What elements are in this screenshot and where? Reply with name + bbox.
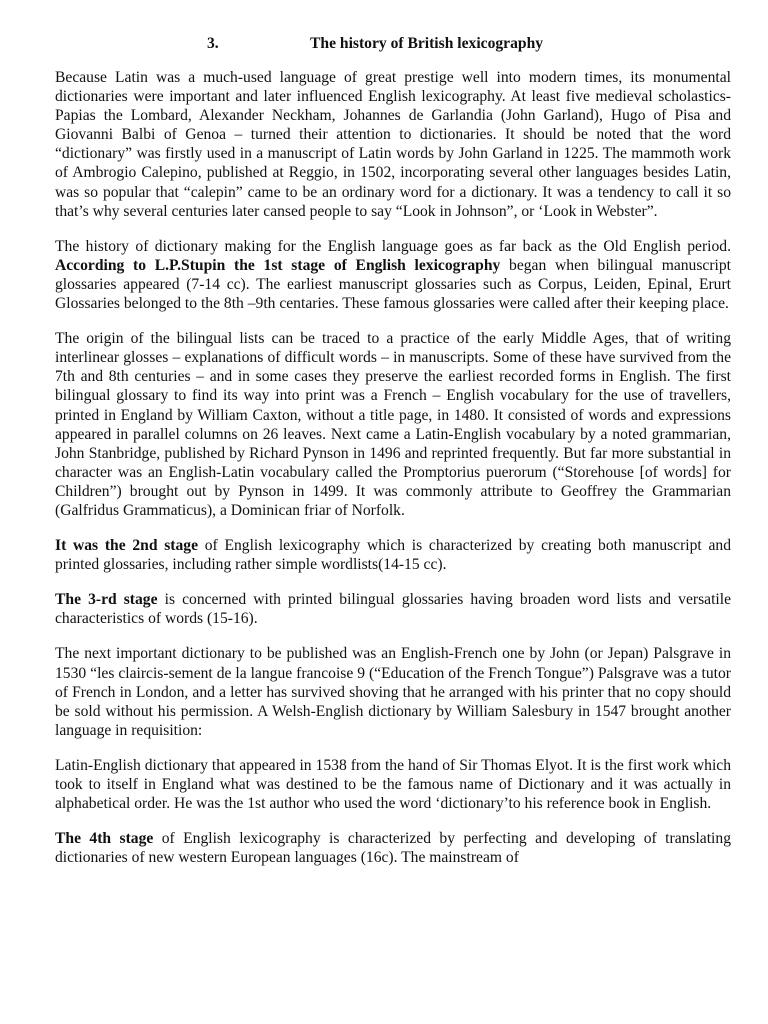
paragraph-text: of English lexicography is characterized by perfecting and developing of translating dictionaries of new western European languages (16c). The mainstream of (55, 830, 731, 867)
paragraph-fourth-stage (55, 829, 731, 867)
section-heading (55, 34, 731, 56)
bold-first-stage: According to L.P.Stupin the 1st stage of English lexicography (55, 256, 501, 274)
paragraph-old-english-period (55, 237, 731, 313)
paragraph-bilingual-lists: The origin of the bilingual lists can be traced to a practice of the early Middle Ages, that of writing interlinear glosses – explanations of difficult words – in manuscripts. Some of these have survived from the 7th and 8th centuries – and in some cases they preserve the earliest recorded forms in English. The first bilingual glossary to find its way into print was a French – English vocabulary for the use of travellers, printed in England by William Caxton, without a title page, in 1480. It consisted of words and expressions appeared in parallel columns on 26 leaves. Next came a Latin-English vocabulary by a noted grammarian, John Stanbridge, published by Richard Pynson in 1496 and reprinted frequently. But far more substantial in character was an English-Latin vocabulary called the Promptorius puerorum (“Storehouse [of words] for Children”) brought out by Pynson in 1499. It was commonly attribute to Geoffrey the Grammarian (Galfridus Grammaticus), a Dominican friar of Norfolk. (55, 330, 731, 519)
section-number: 3. (207, 35, 219, 52)
paragraph-text: of English lexicography which is characterized by creating both manuscript and printed glossaries, including rather simple wordlists(14-15 cc). (55, 537, 731, 574)
paragraph-elyot: Latin-English dictionary that appeared in 1538 from the hand of Sir Thomas Elyot. It is the first work which took to itself in England what was destined to be the famous name of Dictionary and it was actually in alphabetical order. He was the 1st author who used the word ‘dictionary’to his reference book in English. (55, 756, 731, 813)
paragraph-palsgrave: The next important dictionary to be published was an English-French one by John (or Jepan) Palsgrave in 1530 “les claircis-sement de la langue francoise 9 (“Education of the French Tongue”) Palsgrave was a tutor of French in London, and a letter has survived shoving that he arranged with his printer that no copy should be sold without his permission. A Welsh-English dictionary by William Salesbury in 1547 brought another language in requisition: (55, 645, 731, 739)
bold-third-stage: The 3-rd stage (55, 591, 158, 609)
paragraph-third-stage (55, 590, 731, 628)
paragraph-text: is concerned with printed bilingual glossaries having broaden word lists and versatile characteristics of words (15-16). (55, 591, 731, 628)
paragraph-text: The history of dictionary making for the English language goes as far back as the Old English period. (55, 237, 731, 255)
bold-second-stage: It was the 2nd stage (55, 537, 199, 555)
paragraph-second-stage (55, 536, 731, 574)
section-title: The history of British lexicography (310, 35, 544, 52)
document-page (55, 34, 731, 883)
paragraph-latin-influence: Because Latin was a much-used language of great prestige well into modern times, its monumental dictionaries were important and later influenced English lexicography. At least five medieval scholastics-Papias the Lombard, Alexander Neckham, Johannes de Garlandia (John Garland), Hugo of Pisa and Giovanni Balbi of Genoa – turned their attention to dictionaries. It should be noted that the word “dictionary” was firstly used in a manuscript of Latin words by John Garland in 1225. The mammoth work of Ambrogio Calepino, published at Reggio, in 1502, incorporating several other languages besides Latin, was so popular that “calepin” came to be an ordinary word for a dictionary. It was a tendency to call it so that’s why several centuries later cansed people to say “Look in Johnson”, or ‘Look in Webster”. (55, 69, 731, 220)
bold-fourth-stage: The 4th stage (55, 830, 154, 848)
paragraph-text: began when bilingual manuscript glossaries appeared (7-14 cc). The earliest manuscript glossaries such as Corpus, Leiden, Epinal, Erurt Glossaries belonged to the 8th –9th centaries. These famous glossaries were called after their keeping place. (55, 256, 731, 313)
